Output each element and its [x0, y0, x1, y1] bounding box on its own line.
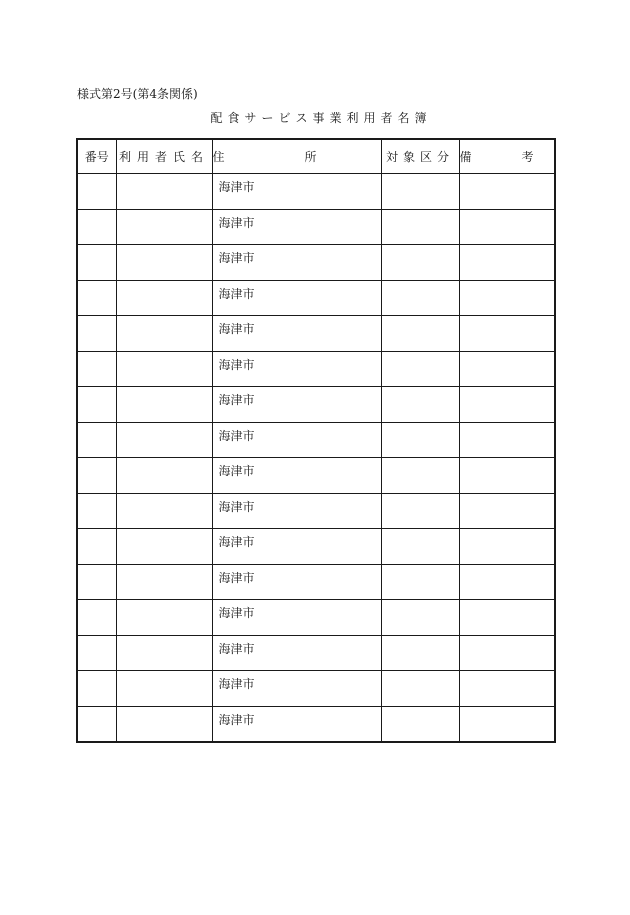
cell-user-name[interactable]	[116, 671, 212, 707]
address-prefix: 海津市	[218, 428, 255, 443]
address-prefix: 海津市	[218, 357, 255, 372]
cell-user-name[interactable]	[116, 174, 212, 210]
cell-user-name[interactable]	[116, 493, 212, 529]
cell-user-name[interactable]	[116, 387, 212, 423]
cell-address[interactable]	[212, 316, 381, 352]
header-number: 番号	[77, 139, 116, 174]
table-row	[77, 529, 555, 565]
table-header-row	[77, 139, 555, 174]
cell-remarks[interactable]	[459, 245, 555, 281]
cell-address[interactable]	[212, 529, 381, 565]
cell-address[interactable]	[212, 564, 381, 600]
cell-number[interactable]	[77, 422, 116, 458]
cell-user-name[interactable]	[116, 600, 212, 636]
cell-user-name[interactable]	[116, 422, 212, 458]
cell-user-name[interactable]	[116, 280, 212, 316]
cell-remarks[interactable]	[459, 209, 555, 245]
table-row	[77, 387, 555, 423]
address-prefix: 海津市	[218, 322, 255, 336]
cell-number[interactable]	[77, 600, 116, 636]
header-address: 住所	[212, 139, 381, 174]
cell-category[interactable]	[381, 351, 459, 387]
cell-address[interactable]	[212, 422, 381, 458]
cell-remarks[interactable]	[459, 280, 555, 316]
cell-number[interactable]	[77, 564, 116, 600]
cell-category[interactable]	[381, 174, 459, 210]
address-prefix: 海津市	[218, 677, 255, 691]
cell-remarks[interactable]	[459, 174, 555, 210]
cell-remarks[interactable]	[459, 493, 555, 529]
cell-number[interactable]	[77, 635, 116, 671]
cell-remarks[interactable]	[459, 671, 555, 707]
header-remarks: 備考	[459, 139, 555, 174]
table-row	[77, 458, 555, 494]
cell-remarks[interactable]	[459, 564, 555, 600]
cell-number[interactable]	[77, 493, 116, 529]
cell-category[interactable]	[381, 493, 459, 529]
cell-number[interactable]	[77, 174, 116, 210]
cell-category[interactable]	[381, 706, 459, 742]
address-prefix: 海津市	[218, 393, 255, 407]
cell-remarks[interactable]	[459, 458, 555, 494]
table-row	[77, 493, 555, 529]
header-user-name: 利用者氏名	[116, 139, 212, 174]
cell-category[interactable]	[381, 387, 459, 423]
cell-number[interactable]	[77, 316, 116, 352]
address-prefix: 海津市	[218, 606, 255, 620]
address-prefix: 海津市	[218, 464, 255, 478]
table-body	[77, 174, 555, 743]
cell-category[interactable]	[381, 564, 459, 600]
cell-category[interactable]	[381, 422, 459, 458]
cell-remarks[interactable]	[459, 316, 555, 352]
table-row	[77, 316, 555, 352]
cell-address[interactable]	[212, 280, 381, 316]
cell-address[interactable]	[212, 458, 381, 494]
cell-category[interactable]	[381, 671, 459, 707]
address-prefix: 海津市	[218, 180, 255, 194]
table-row	[77, 422, 555, 458]
cell-category[interactable]	[381, 635, 459, 671]
cell-user-name[interactable]	[116, 316, 212, 352]
cell-number[interactable]	[77, 458, 116, 494]
table-row	[77, 600, 555, 636]
cell-number[interactable]	[77, 209, 116, 245]
address-prefix: 海津市	[218, 535, 255, 549]
cell-number[interactable]	[77, 245, 116, 281]
cell-user-name[interactable]	[116, 351, 212, 387]
address-prefix: 海津市	[218, 570, 255, 585]
user-register-table	[76, 138, 584, 743]
address-prefix: 海津市	[218, 499, 255, 514]
cell-user-name[interactable]	[116, 529, 212, 565]
cell-number[interactable]	[77, 671, 116, 707]
cell-address[interactable]	[212, 245, 381, 281]
cell-user-name[interactable]	[116, 458, 212, 494]
cell-address[interactable]	[212, 387, 381, 423]
table-row	[77, 174, 555, 210]
cell-address[interactable]	[212, 635, 381, 671]
address-prefix: 海津市	[218, 712, 255, 727]
cell-remarks[interactable]	[459, 529, 555, 565]
table-row	[77, 671, 555, 707]
cell-category[interactable]	[381, 529, 459, 565]
address-prefix: 海津市	[218, 641, 255, 656]
table-row	[77, 280, 555, 316]
cell-address[interactable]	[212, 671, 381, 707]
cell-number[interactable]	[77, 280, 116, 316]
cell-address[interactable]	[212, 209, 381, 245]
cell-remarks[interactable]	[459, 635, 555, 671]
cell-number[interactable]	[77, 706, 116, 742]
cell-address[interactable]	[212, 493, 381, 529]
cell-remarks[interactable]	[459, 351, 555, 387]
cell-number[interactable]	[77, 387, 116, 423]
cell-remarks[interactable]	[459, 387, 555, 423]
address-prefix: 海津市	[218, 215, 255, 230]
cell-address[interactable]	[212, 174, 381, 210]
cell-user-name[interactable]	[116, 635, 212, 671]
cell-user-name[interactable]	[116, 564, 212, 600]
cell-remarks[interactable]	[459, 600, 555, 636]
cell-remarks[interactable]	[459, 422, 555, 458]
table-row	[77, 245, 555, 281]
cell-user-name[interactable]	[116, 706, 212, 742]
cell-category[interactable]	[381, 600, 459, 636]
table-row	[77, 209, 555, 245]
cell-category[interactable]	[381, 280, 459, 316]
address-prefix: 海津市	[218, 286, 255, 301]
table-row	[77, 635, 555, 671]
cell-remarks[interactable]	[459, 706, 555, 742]
cell-user-name[interactable]	[116, 245, 212, 281]
cell-address[interactable]	[212, 600, 381, 636]
table-row	[77, 351, 555, 387]
cell-number[interactable]	[77, 351, 116, 387]
cell-number[interactable]	[77, 529, 116, 565]
cell-category[interactable]	[381, 245, 459, 281]
cell-address[interactable]	[212, 706, 381, 742]
address-prefix: 海津市	[218, 251, 255, 265]
form-label: 様式第2号(第4条関係)	[77, 87, 198, 101]
header-category: 対象区分	[381, 139, 459, 174]
cell-user-name[interactable]	[116, 209, 212, 245]
document-title: 配食サービス事業利用者名簿	[210, 111, 432, 125]
cell-category[interactable]	[381, 209, 459, 245]
cell-category[interactable]	[381, 316, 459, 352]
cell-category[interactable]	[381, 458, 459, 494]
table-row	[77, 706, 555, 742]
table-row	[77, 564, 555, 600]
cell-address[interactable]	[212, 351, 381, 387]
